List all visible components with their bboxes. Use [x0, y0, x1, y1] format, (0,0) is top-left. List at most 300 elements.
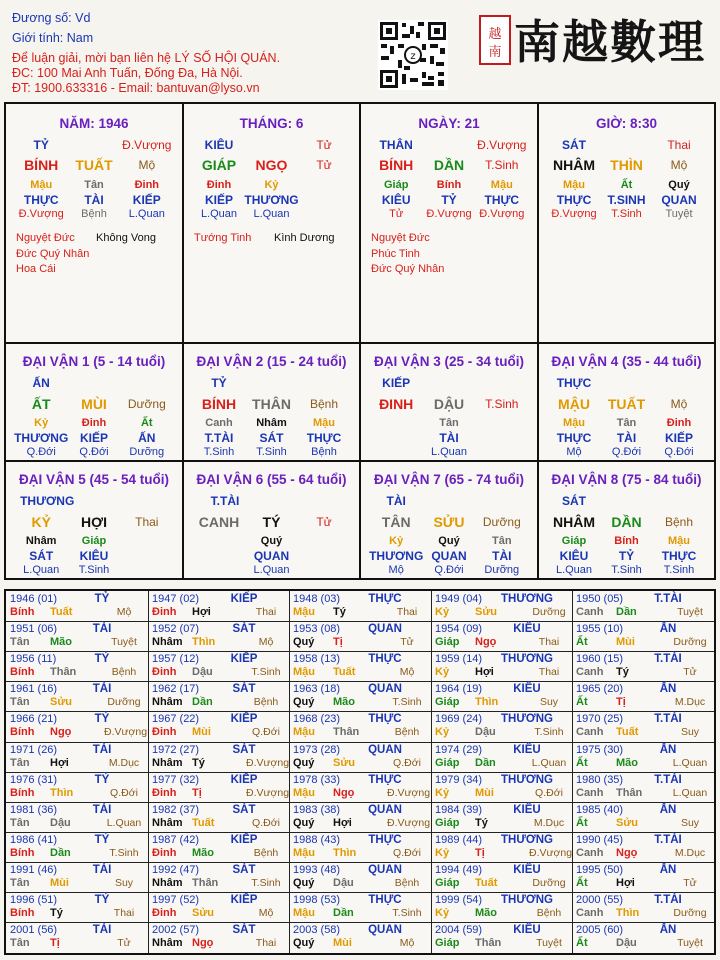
dai-van-cell[interactable] [361, 462, 537, 578]
year-stage: Q.Đới [535, 787, 563, 799]
year-stem: Đinh [152, 666, 177, 678]
year-stage: L.Quan [531, 757, 567, 769]
year-cell[interactable] [6, 832, 147, 862]
year-stage: Dưỡng [673, 636, 707, 648]
year-stage: L.Quan [672, 787, 708, 799]
hidden-stem: Ất [620, 179, 633, 191]
year-stage: Bệnh [253, 847, 279, 859]
dai-van-stem: NHÂM [553, 514, 595, 530]
year-stage: T.Sinh [251, 666, 281, 678]
dai-van-hidden-stem: Nhâm [256, 417, 287, 429]
year-cell[interactable] [6, 862, 147, 892]
year-cell[interactable] [572, 832, 713, 862]
year-cell[interactable] [289, 802, 430, 832]
hidden-stem: Tân [84, 179, 104, 191]
year-stem: Ất [576, 817, 588, 829]
year-cell[interactable] [289, 772, 430, 802]
year-branch: Dần [475, 757, 496, 769]
year-branch: Hợi [475, 666, 494, 678]
year-ten-god: QUAN [368, 864, 402, 876]
dai-van-hidden-stage: Dưỡng [129, 446, 165, 458]
year-stem: Nhâm [152, 696, 183, 708]
year-cell[interactable] [6, 892, 147, 922]
pillar-cell [539, 104, 714, 340]
year-cell[interactable] [572, 681, 713, 711]
year-label: 1983 (38) [293, 804, 341, 816]
year-ten-god: SÁT [232, 623, 256, 635]
year-cell[interactable] [148, 742, 289, 772]
year-cell[interactable] [572, 742, 713, 772]
pillar-stem-god: KIÊU [204, 138, 234, 152]
year-branch: Mùi [333, 937, 352, 949]
year-branch: Dậu [333, 877, 354, 889]
pillar-cell [184, 104, 359, 340]
year-ten-god: TỶ [94, 653, 110, 665]
year-stage: Dưỡng [673, 907, 707, 919]
hidden-stem: Bính [436, 179, 462, 191]
year-stem: Tân [10, 937, 30, 949]
year-branch: Sửu [333, 757, 356, 769]
phone-email[interactable]: ĐT: 1900.633316 - Email: bantuvan@lyso.vn [12, 81, 260, 95]
year-cell[interactable] [431, 591, 572, 621]
dai-van-hidden-stage: T.Sinh [611, 564, 642, 576]
year-cell[interactable] [6, 621, 147, 651]
year-stage: Thai [396, 606, 418, 618]
year-stage: Q.Đới [393, 757, 421, 769]
svg-text:南越數理: 南越數理 [514, 15, 706, 69]
year-stem: Kỷ [435, 606, 450, 618]
year-stem: Tân [10, 696, 30, 708]
hidden-stem-god: KIÊU [381, 193, 411, 207]
dai-van-hidden-god: THƯƠNG [369, 549, 424, 563]
year-branch: Tý [333, 606, 346, 618]
year-cell[interactable] [431, 772, 572, 802]
year-stage: Thai [255, 606, 277, 618]
year-branch: Tuất [50, 606, 73, 618]
year-branch: Ngọ [333, 787, 355, 799]
dai-van-title: ĐẠI VẬN 8 (75 - 84 tuổi) [551, 472, 702, 487]
year-ten-god: TỶ [94, 593, 110, 605]
dai-van-hidden-stem: Bính [614, 535, 639, 547]
year-label: 1950 (05) [576, 593, 624, 605]
dai-van-hidden-stage: Mộ [566, 446, 582, 458]
year-stage: Thai [538, 636, 560, 648]
year-ten-god: KIÊU [513, 804, 541, 816]
dai-van-hidden-stage: T.Sinh [256, 446, 287, 458]
year-cell[interactable] [289, 742, 430, 772]
year-stage: Tuyệt [111, 636, 137, 648]
dai-van-branch: SỬU [433, 514, 465, 530]
dai-van-hidden-stem: Tân [616, 417, 637, 429]
year-stem: Quý [293, 757, 315, 769]
dai-van-hidden-stage: T.Sinh [663, 564, 695, 576]
year-stem: Đinh [152, 606, 177, 618]
year-stem: Kỷ [435, 726, 450, 738]
dai-van-cell[interactable] [539, 344, 714, 460]
dai-van-hidden-stage: Q.Đới [79, 446, 109, 458]
dai-van-branch: TUẤT [607, 396, 646, 412]
year-stem: Ất [576, 937, 588, 949]
hidden-stem-god: THỰC [484, 193, 520, 207]
year-ten-god: THƯƠNG [501, 894, 553, 906]
year-stage: Bệnh [394, 877, 420, 889]
year-cell[interactable] [572, 711, 713, 741]
year-ten-god: TỶ [94, 834, 110, 846]
year-ten-god: THƯƠNG [501, 653, 553, 665]
year-cell[interactable] [148, 651, 289, 681]
year-stem: Mậu [293, 666, 315, 678]
year-cell[interactable] [572, 922, 713, 952]
year-ten-god: THƯƠNG [501, 713, 553, 725]
dai-van-title: ĐẠI VẬN 6 (55 - 64 tuổi) [196, 472, 347, 487]
year-branch: Mão [475, 907, 497, 919]
year-stem: Mậu [293, 606, 315, 618]
year-cell[interactable] [431, 621, 572, 651]
year-cell[interactable] [572, 591, 713, 621]
hidden-stem: Mậu [30, 179, 53, 191]
special-star: Nguyệt Đức [16, 232, 75, 244]
dai-van-god: THỰC [556, 376, 592, 390]
year-branch: Thìn [333, 847, 357, 859]
year-cell[interactable] [431, 892, 572, 922]
earthly-branch: DẦN [433, 157, 465, 173]
hidden-stem-stage: L.Quan [200, 208, 238, 220]
dai-van-branch: MÙI [81, 396, 107, 412]
year-label: 1977 (32) [152, 774, 200, 786]
year-ten-god: TÀI [92, 804, 112, 816]
year-stem: Canh [576, 787, 604, 799]
year-label: 2002 (57) [152, 924, 200, 936]
year-branch: Thân [192, 877, 219, 889]
dai-van-hidden-stem: Canh [205, 417, 233, 429]
year-stage: Đ.Vượng [387, 787, 430, 799]
year-branch: Sửu [50, 696, 73, 708]
year-cell[interactable] [572, 621, 713, 651]
year-stage: Suy [114, 877, 134, 889]
year-cell[interactable] [431, 922, 572, 952]
year-cell[interactable] [431, 651, 572, 681]
dai-van-stem: MẬU [558, 396, 590, 412]
year-cell[interactable] [431, 742, 572, 772]
year-ten-god: TÀI [92, 864, 112, 876]
year-label: 1960 (15) [576, 653, 624, 665]
year-cell[interactable] [572, 862, 713, 892]
hidden-stem: Giáp [383, 179, 409, 191]
year-label: 1964 (19) [435, 683, 483, 695]
year-ten-god: T.TÀI [654, 834, 682, 846]
year-stem: Giáp [435, 636, 460, 648]
year-label: 1963 (18) [293, 683, 341, 695]
year-cell[interactable] [148, 862, 289, 892]
year-cell[interactable] [6, 772, 147, 802]
hidden-stem-god: QUAN [661, 193, 697, 207]
year-branch: Thìn [50, 787, 74, 799]
year-branch: Ngọ [50, 726, 72, 738]
dai-van-stage: Bệnh [664, 515, 694, 529]
year-label: 1957 (12) [152, 653, 200, 665]
year-cell[interactable] [6, 922, 147, 952]
hidden-stem-god: TỶ [441, 193, 457, 207]
year-cell[interactable] [6, 681, 147, 711]
year-label: 2001 (56) [10, 924, 58, 936]
year-branch: Sửu [475, 606, 498, 618]
year-cell[interactable] [289, 591, 430, 621]
year-stem: Bính [10, 666, 35, 678]
year-cell[interactable] [148, 772, 289, 802]
year-stage: Q.Đới [393, 847, 421, 859]
year-stage: Thai [538, 666, 560, 678]
dai-van-hidden-god: TÀI [616, 431, 637, 445]
hidden-stem-god: TÀI [84, 193, 104, 207]
year-branch: Mùi [475, 787, 494, 799]
hidden-stem-god: KIẾP [132, 193, 161, 207]
year-cell[interactable] [289, 621, 430, 651]
dai-van-branch: THÂN [252, 396, 291, 412]
year-stage: Q.Đới [252, 726, 280, 738]
year-ten-god: ẤN [659, 804, 677, 816]
year-ten-god: ẤN [659, 924, 677, 936]
dai-van-branch: TÝ [262, 514, 281, 530]
year-ten-god: QUAN [368, 924, 402, 936]
year-cell[interactable] [289, 832, 430, 862]
year-cell[interactable] [289, 651, 430, 681]
year-stem: Đinh [152, 787, 177, 799]
dai-van-stem: ẤT [31, 396, 51, 412]
year-cell[interactable] [148, 802, 289, 832]
year-ten-god: KIÊU [513, 744, 541, 756]
year-label: 1980 (35) [576, 774, 624, 786]
dai-van-hidden-stem: Kỷ [34, 417, 49, 429]
qr-code-icon[interactable] [378, 20, 448, 90]
dai-van-god: SÁT [562, 494, 586, 508]
dai-van-stem: BÍNH [201, 396, 237, 412]
year-label: 1972 (27) [152, 744, 200, 756]
year-cell[interactable] [431, 681, 572, 711]
year-ten-god: TỶ [94, 774, 110, 786]
year-stage: Dưỡng [532, 606, 566, 618]
year-ten-god: QUAN [368, 804, 402, 816]
year-stage: Tử [400, 636, 414, 648]
year-cell[interactable] [6, 711, 147, 741]
dai-van-hidden-stage: Q.Đới [611, 446, 642, 458]
dai-van-hidden-god: TÀI [439, 431, 459, 445]
gender: Giới tính: Nam [12, 31, 94, 45]
year-ten-god: TÀI [92, 683, 112, 695]
year-cell[interactable] [572, 772, 713, 802]
dai-van-hidden-stem: Đinh [81, 417, 107, 429]
year-cell[interactable] [289, 681, 430, 711]
dai-van-hidden-stage: T.Sinh [203, 446, 235, 458]
dai-van-hidden-god: THỰC [306, 431, 342, 445]
year-stem: Giáp [435, 877, 460, 889]
year-cell[interactable] [572, 651, 713, 681]
dai-van-hidden-stage: T.Sinh [78, 564, 110, 576]
hidden-stem: Kỷ [264, 179, 279, 191]
dai-van-hidden-stem: Ất [140, 417, 153, 429]
dai-van-hidden-stem: Mậu [563, 417, 585, 429]
year-label: 2005 (60) [576, 924, 624, 936]
year-stem: Mậu [293, 847, 315, 859]
hidden-stem-god: THỰC [23, 193, 59, 207]
heavenly-stem: GIÁP [201, 157, 237, 173]
year-stem: Nhâm [152, 757, 183, 769]
year-cell[interactable] [6, 591, 147, 621]
year-branch: Thân [50, 666, 77, 678]
dai-van-hidden-stem: Quý [260, 535, 283, 547]
year-label: 1999 (54) [435, 894, 483, 906]
year-label: 1949 (04) [435, 593, 483, 605]
year-cell[interactable] [6, 742, 147, 772]
year-cell[interactable] [148, 892, 289, 922]
year-cell[interactable] [148, 591, 289, 621]
year-cell[interactable] [431, 802, 572, 832]
year-stem: Giáp [435, 696, 460, 708]
year-cell[interactable] [6, 651, 147, 681]
dai-van-hidden-god: KIÊU [79, 549, 109, 563]
dai-van-cell[interactable] [6, 462, 182, 578]
year-ten-god: ẤN [659, 683, 677, 695]
year-cell[interactable] [6, 802, 147, 832]
year-ten-god: KIẾP [230, 713, 258, 725]
year-cell[interactable] [289, 862, 430, 892]
year-cell[interactable] [289, 892, 430, 922]
year-cell[interactable] [148, 681, 289, 711]
special-star: Phúc Tinh [371, 247, 420, 260]
dai-van-title: ĐẠI VẬN 2 (15 - 24 tuổi) [196, 354, 347, 369]
brand-logo [478, 8, 710, 72]
year-stem: Đinh [152, 907, 177, 919]
year-label: 1984 (39) [435, 804, 483, 816]
dai-van-cell[interactable] [184, 462, 359, 578]
year-stage: Tử [683, 877, 697, 889]
year-stage: Tử [117, 937, 131, 949]
dai-van-stage: Thai [135, 515, 159, 529]
year-label: 1994 (49) [435, 864, 483, 876]
year-branch: Thân [475, 937, 502, 949]
hidden-stem-stage: L.Quan [253, 208, 290, 220]
year-ten-god: KIẾP [230, 593, 258, 605]
year-cell[interactable] [431, 862, 572, 892]
dai-van-stem: CANH [198, 514, 240, 530]
dai-van-stem: TÂN [381, 514, 411, 530]
year-ten-god: SÁT [232, 744, 256, 756]
year-cell[interactable] [289, 922, 430, 952]
year-label: 1965 (20) [576, 683, 624, 695]
year-stage: Tuyệt [536, 937, 562, 949]
year-label: 1958 (13) [293, 653, 341, 665]
year-stage: Đ.Vượng [246, 757, 289, 769]
dai-van-cell[interactable] [6, 344, 182, 460]
hidden-stem-stage: Đ.Vượng [551, 208, 597, 220]
pillar-cell [361, 104, 537, 340]
year-cell[interactable] [572, 802, 713, 832]
year-stem: Canh [576, 907, 604, 919]
year-cell[interactable] [431, 711, 572, 741]
year-stage: Dưỡng [532, 877, 566, 889]
dai-van-stage: Dưỡng [482, 515, 521, 529]
dai-van-hidden-god: THỰC [556, 431, 592, 445]
year-label: 2004 (59) [435, 924, 483, 936]
dai-van-cell[interactable] [361, 344, 537, 460]
contact-promo[interactable]: Để luận giải, mời bạn liên hệ LÝ SỐ HỘI QUÁN. [12, 51, 281, 65]
year-label: 1954 (09) [435, 623, 483, 635]
heavenly-stem: NHÂM [553, 157, 595, 173]
dai-van-cell[interactable] [184, 344, 359, 460]
dai-van-cell[interactable] [539, 462, 714, 578]
year-branch: Mão [192, 847, 214, 859]
year-cell[interactable] [148, 621, 289, 651]
hidden-stem: Đinh [206, 179, 232, 191]
year-ten-god: ẤN [659, 623, 677, 635]
year-ten-god: THỰC [368, 774, 402, 786]
year-cell[interactable] [148, 922, 289, 952]
special-star: Tướng Tinh [194, 232, 252, 244]
pillar-stem-god: SÁT [562, 138, 586, 152]
dai-van-hidden-stage: L.Quan [430, 446, 468, 458]
hidden-stem-stage: Tử [389, 208, 404, 220]
year-ten-god: KIÊU [513, 924, 541, 936]
year-label: 1953 (08) [293, 623, 341, 635]
year-branch: Tị [475, 847, 485, 859]
year-stage: Q.Đới [110, 787, 138, 799]
dai-van-hidden-god: QUAN [253, 549, 290, 563]
year-branch: Thìn [192, 636, 216, 648]
year-ten-god: THỰC [368, 593, 402, 605]
year-ten-god: TỶ [94, 894, 110, 906]
year-cell[interactable] [148, 711, 289, 741]
branch-life-stage: Mộ [138, 158, 156, 172]
year-label: 1956 (11) [10, 653, 57, 665]
year-branch: Mùi [50, 877, 69, 889]
year-stem: Canh [576, 666, 604, 678]
year-cell[interactable] [572, 892, 713, 922]
year-ten-god: T.TÀI [654, 593, 682, 605]
year-stem: Kỷ [435, 907, 450, 919]
year-ten-god: TÀI [92, 924, 112, 936]
pillar-cell [6, 104, 182, 340]
dai-van-hidden-stage: Mộ [388, 564, 404, 576]
dai-van-title: ĐẠI VẬN 5 (45 - 54 tuổi) [18, 472, 170, 487]
year-cell[interactable] [289, 711, 430, 741]
hidden-stem: Mậu [490, 179, 513, 191]
year-branch: Tị [616, 696, 626, 708]
year-stage: Dưỡng [107, 696, 141, 708]
dai-van-hidden-stem: Giáp [561, 535, 587, 547]
year-cell[interactable] [148, 832, 289, 862]
year-stem: Nhâm [152, 877, 183, 889]
year-stage: L.Quan [106, 817, 142, 829]
branch-life-stage: T.Sinh [485, 158, 519, 172]
heavenly-stem: BÍNH [379, 157, 414, 173]
year-branch: Thân [333, 726, 360, 738]
year-cell[interactable] [431, 832, 572, 862]
branch-life-stage: Tử [316, 158, 332, 172]
year-stem: Quý [293, 817, 315, 829]
dai-van-hidden-stage: L.Quan [555, 564, 593, 576]
year-label: 1969 (24) [435, 713, 483, 725]
dai-van-god: THƯƠNG [20, 494, 75, 508]
special-star: Kình Dương [274, 232, 335, 244]
dai-van-god: TÀI [386, 494, 406, 508]
year-branch: Tý [50, 907, 63, 919]
year-branch: Tuất [333, 666, 356, 678]
year-label: 1971 (26) [10, 744, 58, 756]
year-stage: Đ.Vượng [529, 847, 572, 859]
dai-van-hidden-stem: Mậu [313, 417, 335, 429]
hidden-stem: Quý [668, 179, 690, 191]
year-label: 1974 (29) [435, 744, 483, 756]
year-branch: Tị [50, 937, 60, 949]
